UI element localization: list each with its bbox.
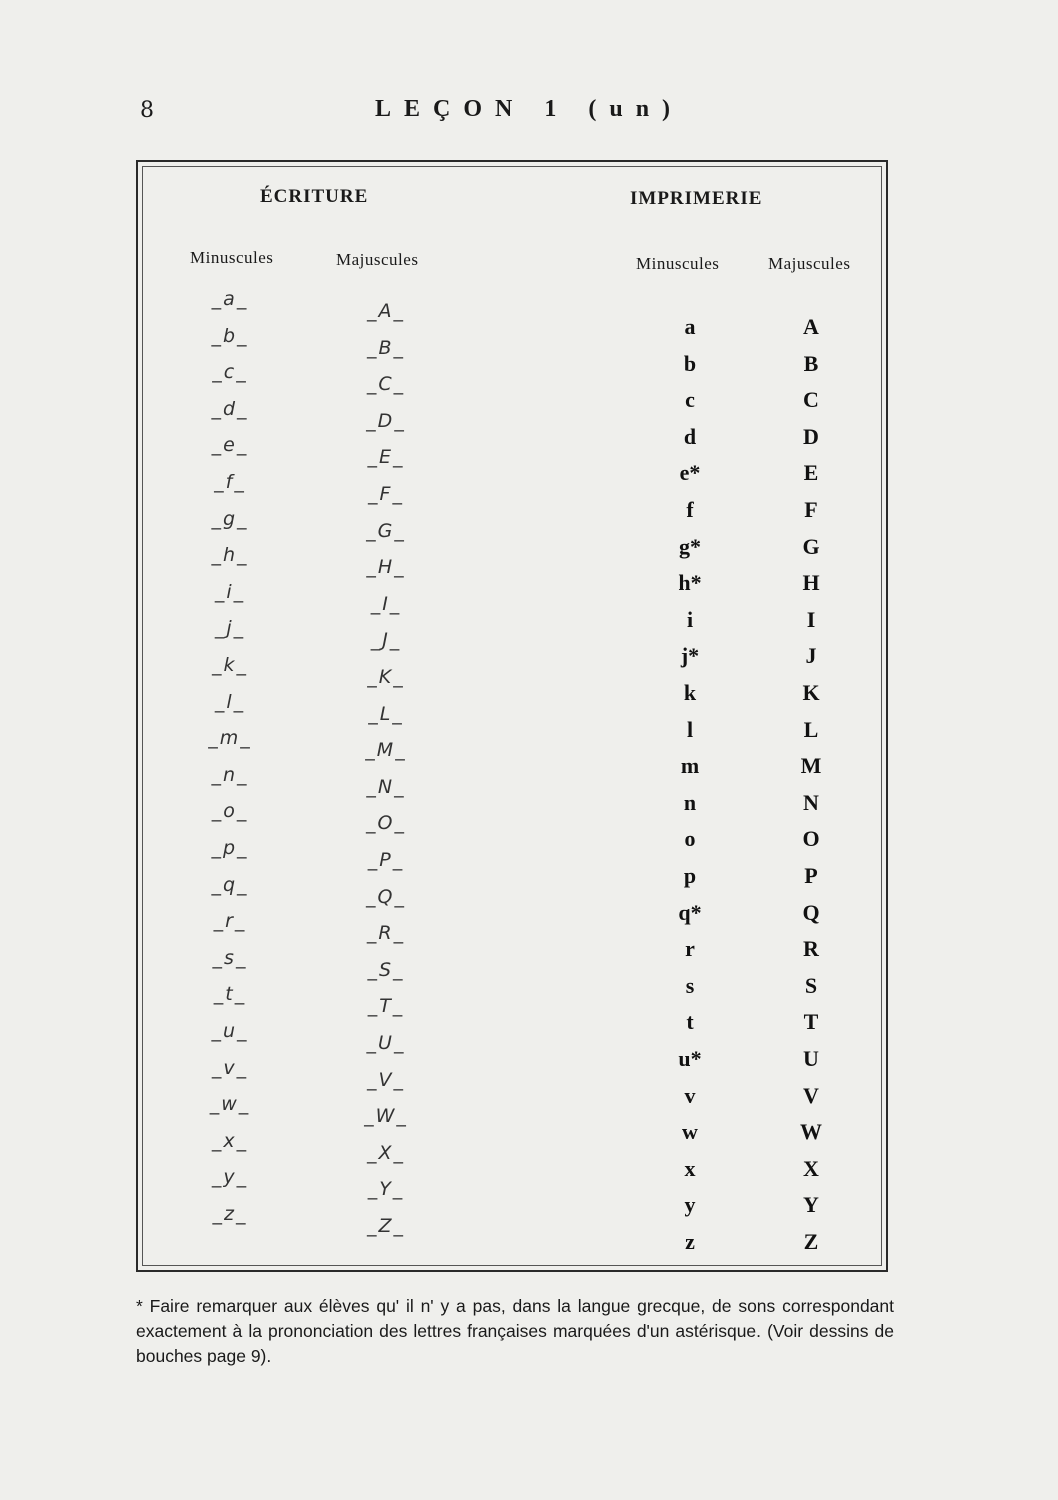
ecriture-minuscule-letter: _ c _ — [190, 361, 270, 383]
ecriture-majuscule-letter: _ T _ — [346, 995, 426, 1017]
imprimerie-minuscule-letter: z — [685, 1229, 695, 1254]
imprimerie-minuscule-letter: e* — [679, 460, 701, 486]
ecriture-majuscule-letter: _ E _ — [346, 446, 426, 468]
ecriture-majuscule-letter: _ O _ — [346, 812, 426, 834]
imprimerie-majuscule-letter: S — [804, 972, 818, 998]
imprimerie-minuscule-letter: a — [684, 314, 696, 339]
ecriture-majuscule-letter: _ A _ — [346, 300, 426, 322]
ecriture-majuscule-letter: _ J _ — [346, 629, 426, 651]
imprimerie-majuscule-letter: Y — [803, 1192, 819, 1218]
imprimerie-majuscule-letter: M — [800, 753, 822, 779]
ecriture-minuscule-letter: _ e _ — [190, 434, 270, 456]
ecriture-majuscule-letter: _ C _ — [346, 373, 426, 395]
imprimerie-heading: IMPRIMERIE — [630, 188, 763, 209]
imprimerie-majuscule-letter: A — [803, 314, 819, 339]
ecriture-minuscule-letter: _ b _ — [190, 325, 270, 347]
imprimerie-minuscule-letter: q* — [678, 899, 702, 925]
imprimerie-majuscule-letter: L — [803, 716, 819, 742]
imprimerie-majuscules-label: Majuscules — [768, 254, 851, 273]
ecriture-majuscule-letter: _ M _ — [346, 739, 426, 761]
ecriture-majuscule-letter: _ P _ — [346, 849, 426, 871]
imprimerie-minuscule-letter: j* — [680, 643, 700, 669]
ecriture-minuscule-letter: _ i _ — [190, 581, 270, 603]
ecriture-minuscule-letter: _ r _ — [190, 910, 270, 932]
ecriture-majuscules-label: Majuscules — [336, 250, 419, 269]
ecriture-minuscule-letter: _ d _ — [190, 398, 270, 420]
ecriture-heading: ÉCRITURE — [260, 186, 369, 207]
ecriture-minuscule-letter: _ y _ — [190, 1166, 270, 1188]
ecriture-minuscule-letter: _ g _ — [190, 508, 270, 530]
imprimerie-majuscule-letter: W — [800, 1119, 822, 1145]
imprimerie-minuscule-letter: y — [684, 1192, 696, 1218]
ecriture-majuscule-letter: _ R _ — [346, 922, 426, 944]
ecriture-minuscule-letter: _ l _ — [190, 691, 270, 713]
ecriture-majuscule-letter: _ V _ — [346, 1069, 426, 1091]
imprimerie-minuscule-letter: k — [683, 680, 697, 705]
ecriture-majuscule-letter: _ N _ — [346, 776, 426, 798]
imprimerie-minuscule-letter: g* — [679, 533, 701, 559]
imprimerie-minuscule-letter: v — [684, 1082, 696, 1108]
imprimerie-minuscule-letter: w — [682, 1119, 698, 1145]
imprimerie-majuscule-letter: B — [803, 350, 819, 376]
ecriture-minuscule-letter: _ p _ — [190, 837, 270, 859]
ecriture-majuscule-letter: _ S _ — [346, 959, 426, 981]
ecriture-minuscule-letter: _ m _ — [190, 727, 270, 749]
ecriture-majuscule-letter: _ D _ — [346, 410, 426, 432]
imprimerie-minuscule-letter: b — [683, 350, 697, 376]
ecriture-majuscule-letter: _ G _ — [346, 520, 426, 542]
ecriture-majuscule-letter: _ L _ — [346, 703, 426, 725]
imprimerie-majuscule-letter: U — [803, 1046, 819, 1071]
imprimerie-minuscule-letter: o — [684, 826, 696, 852]
imprimerie-minuscule-letter: f — [686, 497, 694, 522]
imprimerie-majuscule-letter: J — [805, 643, 817, 669]
imprimerie-minuscule-letter: c — [685, 387, 695, 413]
alphabet-table — [136, 160, 888, 1272]
imprimerie-majuscule-letter: N — [803, 789, 819, 815]
imprimerie-minuscule-letter: l — [686, 716, 694, 742]
imprimerie-minuscule-letter: u* — [678, 1046, 702, 1071]
imprimerie-majuscule-letter: Q — [802, 899, 820, 925]
imprimerie-majuscule-letter: P — [804, 863, 818, 888]
ecriture-minuscule-letter: _ a _ — [190, 288, 270, 310]
imprimerie-majuscule-letter: O — [802, 826, 820, 852]
ecriture-majuscule-letter: _ Q _ — [346, 886, 426, 908]
ecriture-majuscule-letter: _ I _ — [346, 593, 426, 615]
imprimerie-minuscule-letter: p — [683, 863, 697, 888]
imprimerie-minuscule-letter: s — [685, 972, 695, 998]
imprimerie-minuscule-letter: x — [684, 1155, 696, 1181]
imprimerie-majuscule-letter: H — [802, 570, 820, 596]
ecriture-majuscule-letter: _ Y _ — [346, 1178, 426, 1200]
ecriture-majuscule-letter: _ B _ — [346, 337, 426, 359]
ecriture-minuscule-letter: _ s _ — [190, 947, 270, 969]
ecriture-minuscule-letter: _ n _ — [190, 764, 270, 786]
ecriture-majuscule-letter: _ K _ — [346, 666, 426, 688]
ecriture-minuscule-letter: _ o _ — [190, 800, 270, 822]
ecriture-minuscule-letter: _ w _ — [190, 1093, 270, 1115]
imprimerie-majuscule-letter: G — [802, 533, 820, 559]
imprimerie-minuscule-letter: m — [680, 753, 700, 779]
ecriture-minuscule-letter: _ k _ — [190, 654, 270, 676]
ecriture-minuscule-letter: _ x _ — [190, 1130, 270, 1152]
ecriture-minuscule-letter: _ u _ — [190, 1020, 270, 1042]
imprimerie-majuscule-letter: X — [803, 1155, 819, 1181]
imprimerie-majuscule-letter: D — [803, 423, 819, 449]
ecriture-minuscule-letter: _ v _ — [190, 1057, 270, 1079]
ecriture-majuscule-letter: _ F _ — [346, 483, 426, 505]
imprimerie-majuscule-letter: F — [804, 497, 818, 522]
ecriture-majuscule-letter: _ H _ — [346, 556, 426, 578]
page-title: LEÇON 1 (un) — [375, 96, 684, 122]
ecriture-majuscule-letter: _ Z _ — [346, 1215, 426, 1237]
ecriture-majuscule-letter: _ X _ — [346, 1142, 426, 1164]
imprimerie-majuscule-letter: T — [803, 1009, 819, 1035]
imprimerie-minuscule-letter: t — [686, 1009, 694, 1035]
ecriture-minuscule-letter: _ q _ — [190, 874, 270, 896]
ecriture-minuscule-letter: _ f _ — [190, 471, 270, 493]
imprimerie-minuscule-letter: r — [685, 936, 695, 962]
imprimerie-minuscule-letter: n — [683, 789, 697, 815]
ecriture-minuscule-letter: _ z _ — [190, 1203, 270, 1225]
imprimerie-majuscule-letter: Z — [803, 1229, 819, 1254]
imprimerie-majuscule-letter: E — [803, 460, 819, 486]
imprimerie-minuscule-letter: h* — [678, 570, 702, 596]
imprimerie-majuscule-letter: R — [803, 936, 819, 962]
imprimerie-minuscule-letter: i — [686, 606, 694, 632]
imprimerie-majuscule-letter: K — [802, 680, 820, 705]
footnote: * Faire remarquer aux élèves qu' il n' y a pas, dans la langue grecque, de sons correspondant exactement à la prononciation des lettres françaises marquées d'un astérisque. (Voir dessins de bouches page 9). — [136, 1296, 894, 1366]
imprimerie-majuscule-letter: V — [803, 1082, 819, 1108]
page-number: 8 — [140, 98, 154, 123]
imprimerie-majuscule-letter: I — [806, 606, 816, 632]
ecriture-minuscule-letter: _ j _ — [190, 617, 270, 639]
ecriture-minuscule-letter: _ h _ — [190, 544, 270, 566]
ecriture-minuscules-label: Minuscules — [190, 248, 274, 267]
ecriture-majuscule-letter: _ W _ — [346, 1105, 426, 1127]
ecriture-majuscule-letter: _ U _ — [346, 1032, 426, 1054]
ecriture-minuscule-letter: _ t _ — [190, 983, 270, 1005]
imprimerie-minuscule-letter: d — [683, 423, 697, 449]
imprimerie-minuscules-label: Minuscules — [636, 254, 720, 273]
imprimerie-majuscule-letter: C — [803, 387, 819, 413]
